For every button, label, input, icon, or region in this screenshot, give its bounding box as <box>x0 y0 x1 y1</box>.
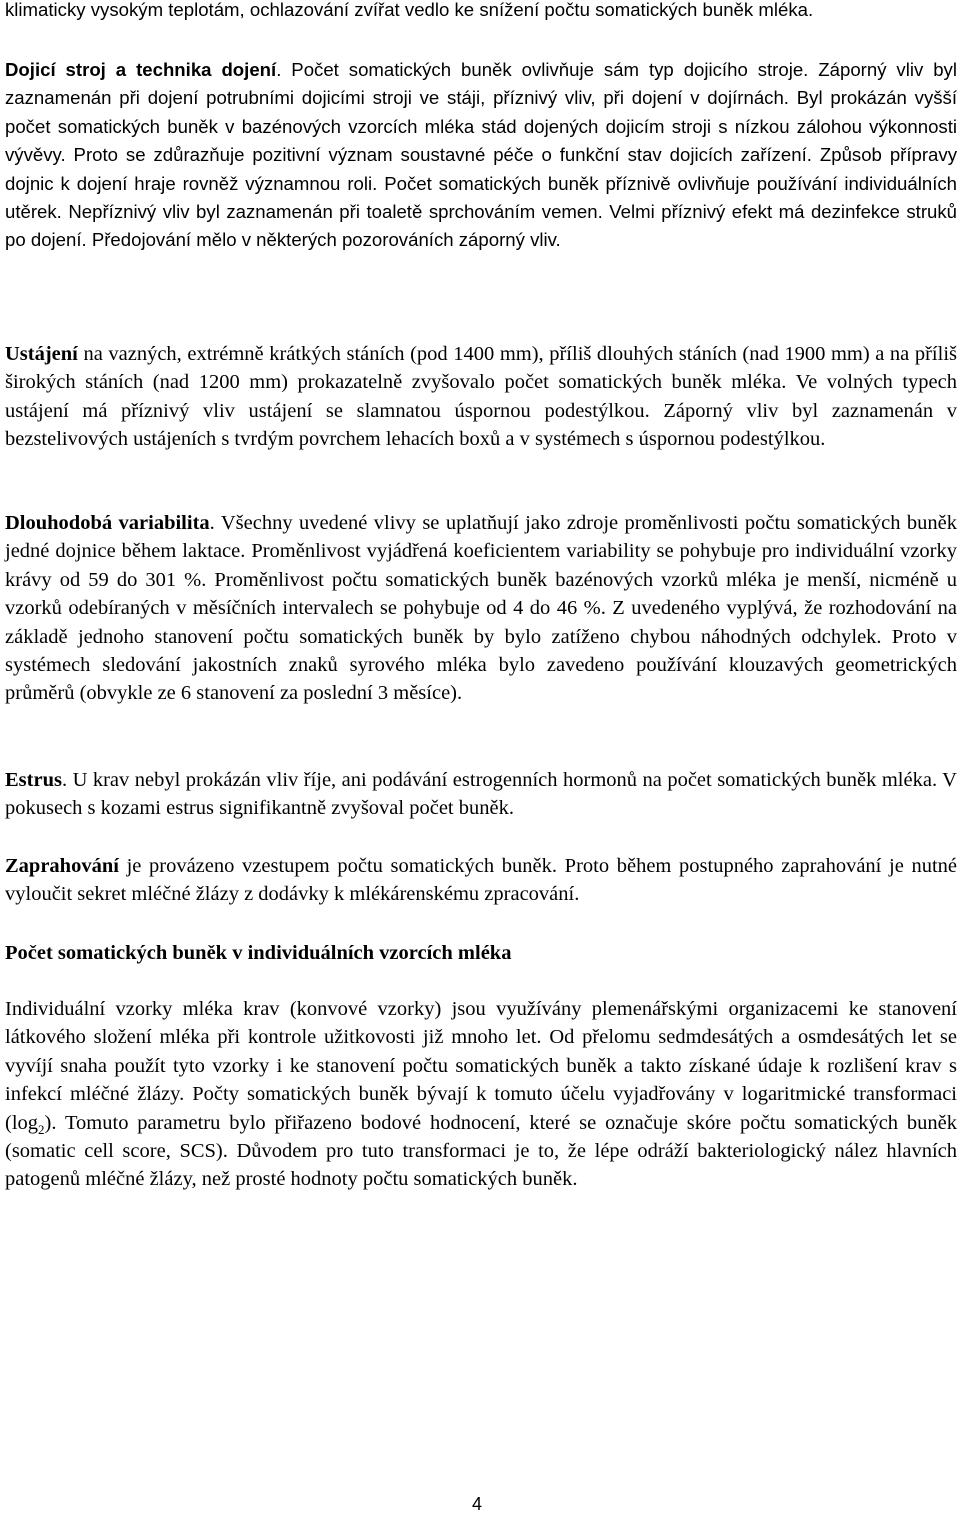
paragraph-drying-off <box>5 852 957 909</box>
section-heading: Počet somatických buněk v individuálních vzorcích mléka <box>5 942 512 964</box>
lead-variability: Dlouhodobá variabilita <box>5 512 210 534</box>
lead-estrus: Estrus <box>5 769 62 791</box>
paragraph-cooling-text: klimaticky vysokým teplotám, ochlazování zvířat vedlo ke snížení počtu somatických buněk mléka. <box>5 0 814 20</box>
paragraph-milking-machine <box>5 56 957 255</box>
paragraph-milking-machine-text: Počet somatických buněk ovlivňuje sám typ dojicího stroje. Záporný vliv byl zaznamenán při dojení potrubními dojicími stroji ve stáji, příznivý vliv, při dojení v dojírnách. Byl prokázán vyšší počet somatických buněk v bazénových vzorcích mléka stád dojených dojicím stroji s nízkou zálohou výkonnosti vývěvy. Proto se zdůrazňuje pozitivní význam soustavné péče o funkční stav dojicích zařízení. Způsob přípravy dojnic k dojení hraje rovněž významnou roli. Počet somatických buněk příznivě ovlivňuje používání individuálních utěrek. Nepříznivý vliv byl zaznamenán při toaletě sprchováním vemen. Velmi příznivý efekt má dezinfekce struků po dojení. Předojování mělo v některých pozorováních záporný vliv. <box>5 59 957 251</box>
paragraph-cooling <box>5 0 957 24</box>
paragraph-variability-text: . Všechny uvedené vlivy se uplatňují jako zdroje proměnlivosti počtu somatických buněk jedné dojnice během laktace. Proměnlivost vyjádřená koeficientem variability se pohybuje pro individuální vzorky krávy od 59 do 301 %. Proměnlivost počtu somatických buněk bazénových vzorků mléka je menší, nicméně u vzorků odebíraných v měsíčních intervalech se pohybuje od 4 do 46 %. Z uvedeného vyplývá, že rozhodování na základě jednoho stanovení počtu somatických buněk by bylo zatíženo chybou náhodných odchylek. Proto v systémech sledování jakostních znaků syrového mléka bylo zavedeno používání klouzavých geometrických průměrů (obvykle ze 6 stanovení za poslední 3 měsíce). <box>5 512 957 705</box>
page-number: 4 <box>472 1494 483 1514</box>
paragraph-drying-off-text: je provázeno vzestupem počtu somatických buněk. Proto během postupného zaprahování je nutné vyloučit sekret mléčné žlázy z dodávky k mlékárenskému zpracování. <box>5 855 957 906</box>
paragraph-individual-samples-text-after: ). Tomuto parametru bylo přiřazeno bodové hodnocení, které se označuje skóre počtu somatických buněk (somatic cell score, SCS). Důvodem pro tuto transformaci je to, že lépe odráží bakteriologický nález hlavních patogenů mléčné žlázy, než prosté hodnoty počtu somatických buněk. <box>5 1111 957 1191</box>
lead-milking-machine: Dojicí stroj a technika dojení <box>5 59 277 80</box>
lead-drying-off: Zaprahování <box>5 855 119 877</box>
lead-housing: Ustájení <box>5 343 78 365</box>
paragraph-individual-samples-text-before: Individuální vzorky mléka krav (konvové vzorky) jsou využívány plemenářskými organizacemi ke stanovení látkového složení mléka při kontrole užitkovosti již mnoho let. Od přelomu sedmdesátých a osmdesátých let se vyvíjí snaha použít tyto vzorky i ke stanovení počtu somatických buněk a takto získané údaje k rozlišení krav s infekcí mléčné žlázy. Počty somatických buněk bývají k tomuto účelu vyjadřovány v logaritmické transformaci (log <box>5 998 957 1134</box>
paragraph-estrus-text: . U krav nebyl prokázán vliv říje, ani podávání estrogenních hormonů na počet somatických buněk mléka. V pokusech s kozami estrus signifikantně zvyšoval počet buněk. <box>5 769 957 820</box>
paragraph-individual-samples <box>5 995 957 1194</box>
log-subscript: 2 <box>38 1121 45 1137</box>
paragraph-variability <box>5 509 957 708</box>
paragraph-housing-text: na vazných, extrémně krátkých stáních (pod 1400 mm), příliš dlouhých stáních (nad 1900 mm) a na příliš širokých stáních (nad 1200 mm) prokazatelně zvyšovalo počet somatických buněk mléka. Ve volných typech ustájení má příznivý vliv ustájení se slamnatou úspornou podestýlkou. Záporný vliv byl zaznamenán v bezstelivových ustájeních s tvrdým povrchem lehacích boxů a v systémech s úspornou podestýlkou. <box>5 343 957 451</box>
paragraph-housing <box>5 340 957 454</box>
lead-milking-machine-punct: . <box>276 59 282 80</box>
paragraph-estrus <box>5 766 957 823</box>
